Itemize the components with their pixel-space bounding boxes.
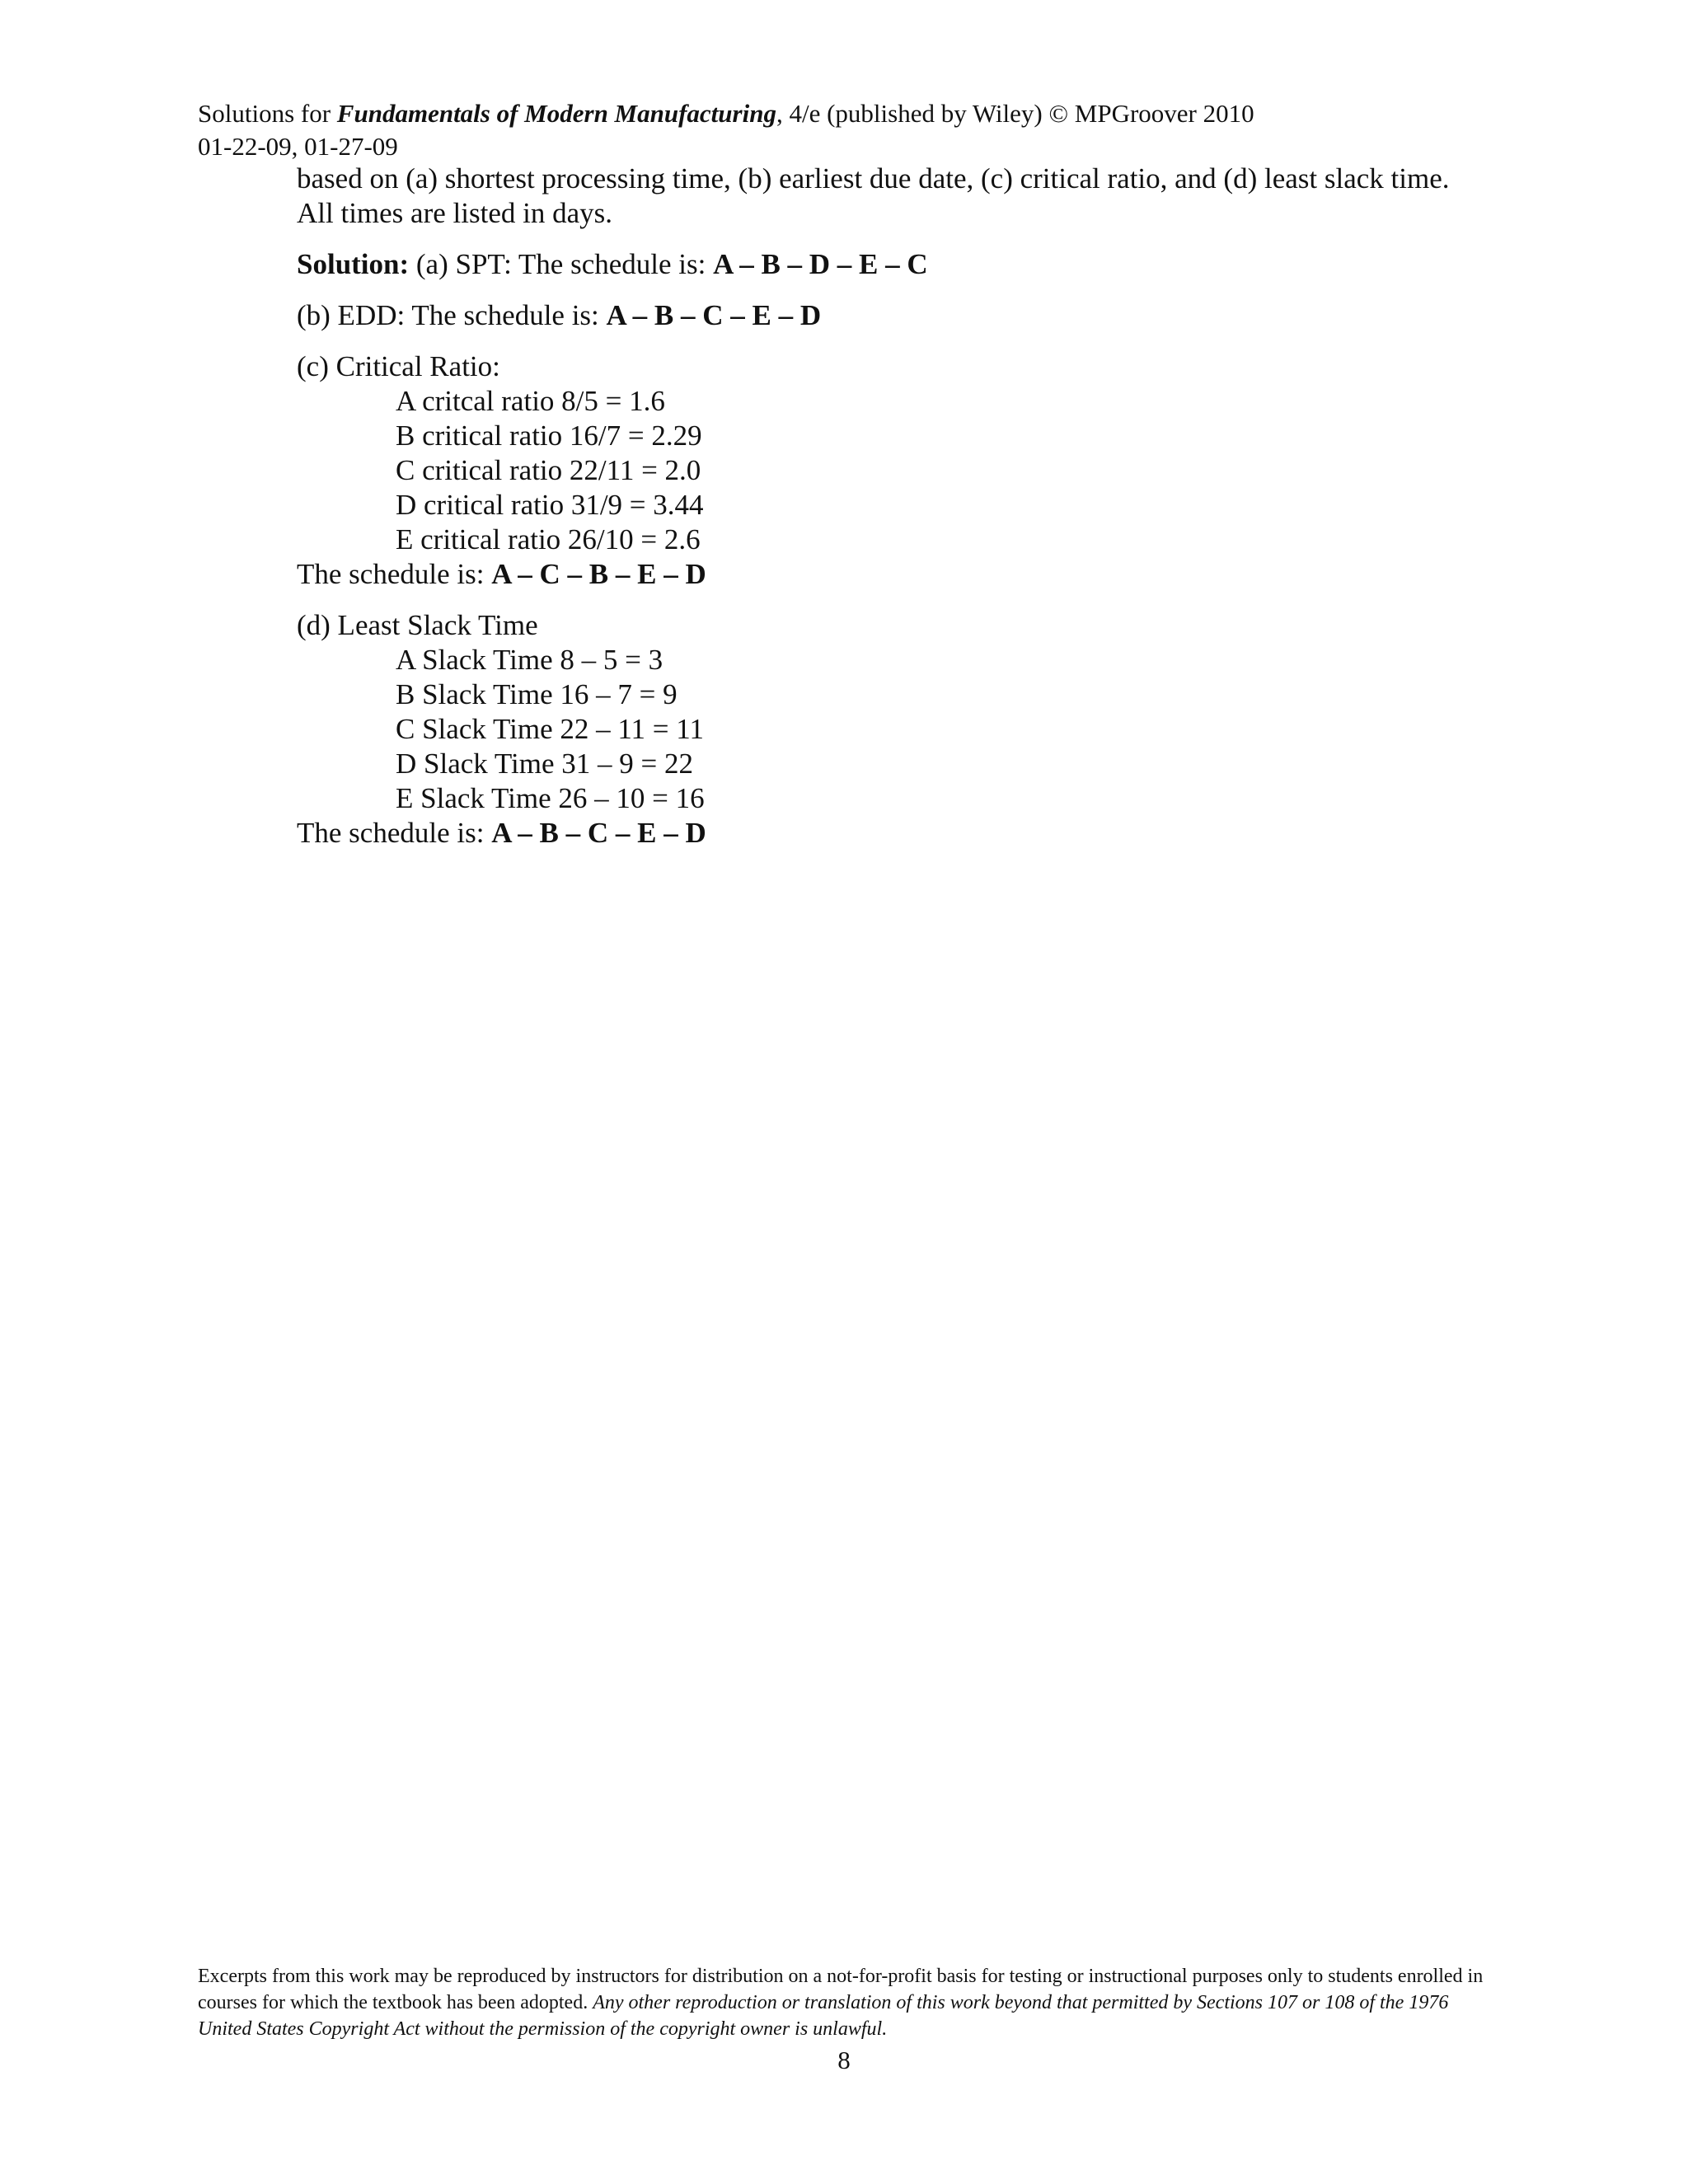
footer-text: Excerpts from this work may be reproduced by instructors for distribution on a not-for-profit basis for testing or instructional purposes only to students enrolled in courses for which the textbook has been adopted. <box>198 1966 1484 2013</box>
critical-ratio-line: B critical ratio 16/7 = 2.29 <box>396 419 702 452</box>
cr-schedule: A – C – B – E – D <box>491 558 706 590</box>
copyright-footer <box>198 1963 1492 2042</box>
least-slack-schedule <box>297 816 1500 851</box>
critical-ratio-line: C critical ratio 22/11 = 2.0 <box>396 454 701 486</box>
least-slack-line: B Slack Time 16 – 7 = 9 <box>396 678 678 710</box>
edd-text: (b) EDD: The schedule is: <box>297 299 607 331</box>
header-title-line <box>198 97 1254 130</box>
cr-schedule-text: The schedule is: <box>297 558 492 590</box>
critical-ratio-line: A critcal ratio 8/5 = 1.6 <box>396 385 665 417</box>
problem-text-line-2: All times are listed in days. <box>297 197 612 229</box>
lst-schedule-text: The schedule is: <box>297 817 492 849</box>
critical-ratio-schedule <box>297 557 1500 592</box>
lst-schedule: A – B – C – E – D <box>491 817 706 849</box>
spt-schedule: A – B – D – E – C <box>713 248 928 280</box>
least-slack-line: C Slack Time 22 – 11 = 11 <box>396 713 704 745</box>
edd-schedule: A – B – C – E – D <box>606 299 822 331</box>
header-prefix: Solutions for <box>198 99 337 128</box>
page-number: 8 <box>837 2046 851 2074</box>
header-suffix: , 4/e (published by Wiley) © MPGroover 2010 <box>776 99 1254 128</box>
page-header <box>198 97 1254 163</box>
least-slack-line: D Slack Time 31 – 9 = 22 <box>396 748 694 780</box>
least-slack-line: A Slack Time 8 – 5 = 3 <box>396 644 663 676</box>
solution-label: Solution: <box>297 248 410 280</box>
footer-italic-text: Any other reproduction or translation of this work beyond that permitted by Sections 107 or 108 of the 1976 United States Copyright Act without the permission of the copyright owner is unlawful. <box>198 1992 1449 2040</box>
critical-ratio-line: D critical ratio 31/9 = 3.44 <box>396 489 704 521</box>
problem-text-line-1: based on (a) shortest processing time, (b) earliest due date, (c) critical ratio, and (d) least slack time. <box>297 162 1450 194</box>
critical-ratio-heading: (c) Critical Ratio: <box>297 350 500 382</box>
header-dates: 01-22-09, 01-27-09 <box>198 132 398 161</box>
book-title: Fundamentals of Modern Manufacturing <box>336 99 776 128</box>
least-slack-line: E Slack Time 26 – 10 = 16 <box>396 782 705 814</box>
solution-edd <box>297 298 1500 333</box>
solution-spt <box>297 247 1500 282</box>
document-body <box>297 162 1500 851</box>
spt-text: (a) SPT: The schedule is: <box>409 248 714 280</box>
critical-ratio-line: E critical ratio 26/10 = 2.6 <box>396 523 701 555</box>
least-slack-heading: (d) Least Slack Time <box>297 609 538 641</box>
